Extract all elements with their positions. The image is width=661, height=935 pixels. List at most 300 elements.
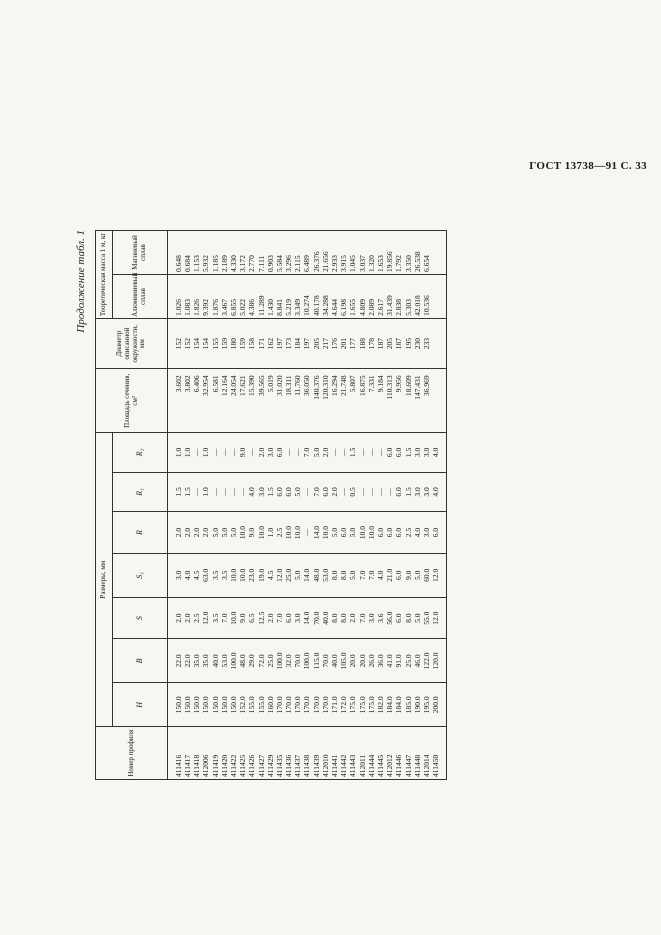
cell-r2: 3.0 <box>413 433 422 473</box>
cell-profile: 411429 <box>266 727 275 780</box>
table-row <box>202 231 211 780</box>
profile-table <box>95 230 447 780</box>
cell-s: 3.0 <box>367 597 376 639</box>
cell-r1: — <box>385 472 394 512</box>
cell-r1: — <box>358 472 367 512</box>
table-row <box>284 231 293 780</box>
cell-area: 12.164 <box>220 369 229 433</box>
col-header-s: S <box>113 597 168 639</box>
cell-s: 10.0 <box>229 597 238 639</box>
cell-aluminum: 6.198 <box>339 275 348 319</box>
cell-s: 6.0 <box>284 597 293 639</box>
cell-profile: 411441 <box>330 727 339 780</box>
col-header-h: H <box>113 683 168 727</box>
cell-s1: 4.5 <box>192 553 201 597</box>
cell-s1: 10.0 <box>229 553 238 597</box>
cell-diameter: 154 <box>202 318 211 369</box>
cell-diameter: 171 <box>257 318 266 369</box>
cell-r1: 3.0 <box>257 472 266 512</box>
cell-r1: 5.0 <box>293 472 302 512</box>
cell-b: 46.0 <box>413 639 422 683</box>
cell-r: 10.0 <box>257 512 266 554</box>
cell-s1: 25.0 <box>284 553 293 597</box>
cell-diameter: 184 <box>293 318 302 369</box>
table-row <box>413 231 422 780</box>
cell-r1: — <box>220 472 229 512</box>
cell-b: 100.0 <box>303 639 312 683</box>
cell-aluminum: 10.536 <box>422 275 431 319</box>
cell-aluminum: 5.219 <box>284 275 293 319</box>
table-row <box>275 231 284 780</box>
cell-r2: — <box>192 433 201 473</box>
cell-magnesium: 6.489 <box>303 231 312 275</box>
cell-h: 152.0 <box>238 683 247 727</box>
cell-profile: 411436 <box>284 727 293 780</box>
cell-r: 10.0 <box>293 512 302 554</box>
cell-diameter: 178 <box>367 318 376 369</box>
cell-r: 10.0 <box>358 512 367 554</box>
cell-aluminum: 1.430 <box>266 275 275 319</box>
cell-r2: 1.0 <box>202 433 211 473</box>
cell-magnesium: 0.648 <box>168 231 184 275</box>
cell-r1: 6.0 <box>284 472 293 512</box>
cell-r2: 7.0 <box>303 433 312 473</box>
cell-s1: 4.5 <box>266 553 275 597</box>
cell-profile: 411443 <box>349 727 358 780</box>
cell-b: 40.0 <box>211 639 220 683</box>
cell-r: 2.5 <box>275 512 284 554</box>
cell-magnesium: 21.656 <box>321 231 330 275</box>
cell-magnesium: 0.684 <box>183 231 192 275</box>
cell-magnesium: 1.153 <box>192 231 201 275</box>
cell-s1: 6.0 <box>395 553 404 597</box>
col-header-mass: Теоретическая масса 1 м, кг <box>96 231 113 319</box>
cell-diameter: 187 <box>376 318 385 369</box>
cell-h: 190.0 <box>413 683 422 727</box>
cell-area: 18.311 <box>284 369 293 433</box>
cell-magnesium: 2.770 <box>248 231 257 275</box>
cell-h: 172.0 <box>339 683 348 727</box>
cell-b: 100.0 <box>229 639 238 683</box>
cell-s1: 3.0 <box>168 553 184 597</box>
cell-profile: 411427 <box>257 727 266 780</box>
cell-diameter: 155 <box>211 318 220 369</box>
cell-s1: 12.0 <box>275 553 284 597</box>
cell-r1: 7.0 <box>312 472 321 512</box>
cell-s1: 7.0 <box>367 553 376 597</box>
cell-aluminum: 3.467 <box>220 275 229 319</box>
cell-profile: 411437 <box>293 727 302 780</box>
cell-r2: 9.0 <box>238 433 247 473</box>
cell-r2: 5.0 <box>312 433 321 473</box>
cell-diameter: 180 <box>229 318 238 369</box>
cell-h: 170.0 <box>312 683 321 727</box>
cell-profile: 411435 <box>275 727 284 780</box>
table-row <box>358 231 367 780</box>
cell-magnesium: 7.111 <box>257 231 266 275</box>
cell-r1: 3.0 <box>422 472 431 512</box>
cell-r1: — <box>339 472 348 512</box>
cell-area: 16.294 <box>330 369 339 433</box>
cell-r2: 2.0 <box>257 433 266 473</box>
cell-area: 5.019 <box>266 369 275 433</box>
cell-h: 150.0 <box>202 683 211 727</box>
cell-r1: — <box>367 472 376 512</box>
cell-s1: 9.0 <box>404 553 413 597</box>
cell-diameter: 158 <box>248 318 257 369</box>
cell-aluminum: 8.841 <box>275 275 284 319</box>
cell-b: 48.0 <box>238 639 247 683</box>
table-row <box>211 231 220 780</box>
cell-area: 9.956 <box>395 369 404 433</box>
cell-aluminum: 1.655 <box>349 275 358 319</box>
cell-r2: — <box>229 433 238 473</box>
cell-aluminum: 2.617 <box>376 275 385 319</box>
cell-r: 5.0 <box>211 512 220 554</box>
cell-r2: 2.0 <box>321 433 330 473</box>
cell-magnesium: 1.045 <box>349 231 358 275</box>
cell-magnesium: 5.584 <box>275 231 284 275</box>
cell-aluminum: 10.274 <box>303 275 312 319</box>
cell-r: 6.0 <box>376 512 385 554</box>
cell-r: 2.0 <box>192 512 201 554</box>
cell-r2: — <box>220 433 229 473</box>
cell-profile: 411450 <box>431 727 447 780</box>
cell-diameter: 230 <box>413 318 422 369</box>
cell-s1: 3.5 <box>220 553 229 597</box>
cell-h: 150.0 <box>229 683 238 727</box>
cell-diameter: 176 <box>330 318 339 369</box>
cell-area: 24.054 <box>229 369 238 433</box>
cell-r2: — <box>358 433 367 473</box>
cell-profile: 412012 <box>385 727 394 780</box>
cell-b: 25.0 <box>266 639 275 683</box>
cell-r: 1.0 <box>266 512 275 554</box>
cell-profile: 411420 <box>220 727 229 780</box>
cell-r1: — <box>229 472 238 512</box>
cell-r2: — <box>211 433 220 473</box>
cell-diameter: 173 <box>284 318 293 369</box>
cell-s1: 19.0 <box>257 553 266 597</box>
cell-magnesium: 5.932 <box>202 231 211 275</box>
cell-r2: 3.0 <box>266 433 275 473</box>
cell-r2: 1.0 <box>183 433 192 473</box>
cell-h: 200.0 <box>431 683 447 727</box>
cell-b: 32.0 <box>284 639 293 683</box>
cell-r1: 1.5 <box>168 472 184 512</box>
cell-r: 6.0 <box>385 512 394 554</box>
cell-s: 7.0 <box>358 597 367 639</box>
cell-magnesium: 26.538 <box>413 231 422 275</box>
col-header-area: Площадь сечения, см² <box>96 369 168 433</box>
cell-aluminum: 2.089 <box>367 275 376 319</box>
cell-h: 150.0 <box>183 683 192 727</box>
cell-s1: 48.0 <box>312 553 321 597</box>
cell-r2: 6.0 <box>385 433 394 473</box>
cell-area: 5.807 <box>349 369 358 433</box>
cell-r1: 4.0 <box>248 472 257 512</box>
cell-h: 170.0 <box>303 683 312 727</box>
cell-s: 2.0 <box>266 597 275 639</box>
col-header-profile: Номер профиля <box>96 727 168 780</box>
cell-h: 170.0 <box>275 683 284 727</box>
table-row <box>183 231 192 780</box>
cell-profile: 411444 <box>367 727 376 780</box>
cell-diameter: 217 <box>321 318 330 369</box>
cell-b: 20.0 <box>349 639 358 683</box>
cell-r1: — <box>376 472 385 512</box>
col-header-sizes: Размеры, мм <box>96 433 113 727</box>
cell-r1: — <box>303 472 312 512</box>
cell-diameter: 154 <box>192 318 201 369</box>
cell-aluminum <box>431 275 447 319</box>
cell-h: 195.0 <box>422 683 431 727</box>
cell-r2: — <box>339 433 348 473</box>
cell-h: 150.0 <box>168 683 184 727</box>
cell-r2: — <box>330 433 339 473</box>
table-row <box>349 231 358 780</box>
cell-h: 150.0 <box>192 683 201 727</box>
cell-b: 40.0 <box>330 639 339 683</box>
cell-diameter: 152 <box>183 318 192 369</box>
cell-h: 150.0 <box>211 683 220 727</box>
cell-area: 147.431 <box>413 369 422 433</box>
cell-r1: 1.0 <box>202 472 211 512</box>
cell-s1: 3.5 <box>211 553 220 597</box>
cell-s1: 60.0 <box>422 553 431 597</box>
cell-r: 2.0 <box>202 512 211 554</box>
table-body <box>168 231 447 780</box>
cell-area: 7.331 <box>367 369 376 433</box>
cell-magnesium: 1.653 <box>376 231 385 275</box>
cell-area: 3.602 <box>168 369 184 433</box>
cell-s: 12.0 <box>431 597 447 639</box>
cell-r: 6.0 <box>339 512 348 554</box>
cell-r: — <box>303 512 312 554</box>
cell-r1: 6.0 <box>395 472 404 512</box>
col-header-aluminum: Алюминиевый сплав <box>113 275 168 319</box>
cell-r2: 1.5 <box>404 433 413 473</box>
cell-magnesium: 2.115 <box>293 231 302 275</box>
cell-r2: 6.0 <box>395 433 404 473</box>
cell-h: 170.0 <box>284 683 293 727</box>
cell-profile: 411438 <box>303 727 312 780</box>
cell-area: 3.802 <box>183 369 192 433</box>
cell-h: 171.0 <box>330 683 339 727</box>
cell-area: 32.954 <box>202 369 211 433</box>
cell-profile: 411448 <box>413 727 422 780</box>
table-row <box>330 231 339 780</box>
cell-magnesium: 4.330 <box>229 231 238 275</box>
cell-b: 25.0 <box>404 639 413 683</box>
cell-aluminum: 4.644 <box>330 275 339 319</box>
cell-r: 5.0 <box>229 512 238 554</box>
cell-s: 40.0 <box>321 597 330 639</box>
cell-r: 2.0 <box>168 512 184 554</box>
cell-diameter: 233 <box>422 318 431 369</box>
cell-b: 105.0 <box>339 639 348 683</box>
cell-area: 110.313 <box>385 369 394 433</box>
cell-profile: 411447 <box>404 727 413 780</box>
cell-h: 155.0 <box>257 683 266 727</box>
cell-r: 2.0 <box>183 512 192 554</box>
cell-s: 56.0 <box>385 597 394 639</box>
table-row <box>168 231 184 780</box>
cell-h: 170.0 <box>321 683 330 727</box>
cell-s: 2.0 <box>349 597 358 639</box>
cell-s: 2.5 <box>192 597 201 639</box>
cell-s: 2.0 <box>168 597 184 639</box>
cell-s1: 7.0 <box>358 553 367 597</box>
table-row <box>303 231 312 780</box>
table-row <box>293 231 302 780</box>
cell-r1: 3.0 <box>413 472 422 512</box>
cell-b: 120.0 <box>431 639 447 683</box>
cell-s1: 5.0 <box>349 553 358 597</box>
cell-area: 18.609 <box>404 369 413 433</box>
cell-s: 7.0 <box>220 597 229 639</box>
cell-h: 184.0 <box>385 683 394 727</box>
cell-r1: 1.5 <box>183 472 192 512</box>
cell-diameter: 205 <box>312 318 321 369</box>
cell-area: 31.020 <box>275 369 284 433</box>
cell-b: 122.0 <box>422 639 431 683</box>
cell-profile: 411445 <box>376 727 385 780</box>
cell-profile: 411426 <box>248 727 257 780</box>
table-row <box>422 231 431 780</box>
cell-aluminum: 1.826 <box>192 275 201 319</box>
cell-s1: 4.0 <box>376 553 385 597</box>
cell-s1: 63.0 <box>202 553 211 597</box>
col-header-magnesium: Магниевый сплав <box>113 231 168 275</box>
cell-diameter: 162 <box>266 318 275 369</box>
cell-area: 11.760 <box>293 369 302 433</box>
cell-diameter: 159 <box>238 318 247 369</box>
cell-r1: 0.5 <box>349 472 358 512</box>
cell-s: 55.0 <box>422 597 431 639</box>
cell-b: 53.0 <box>220 639 229 683</box>
cell-s1: 5.0 <box>293 553 302 597</box>
cell-r: 5.0 <box>220 512 229 554</box>
cell-h: 184.0 <box>395 683 404 727</box>
cell-magnesium: 3.172 <box>238 231 247 275</box>
cell-r: 2.5 <box>404 512 413 554</box>
cell-h: 150.0 <box>220 683 229 727</box>
cell-area: 120.310 <box>321 369 330 433</box>
cell-s1: 23.0 <box>248 553 257 597</box>
col-header-r: R <box>113 512 168 554</box>
cell-aluminum: 1.026 <box>168 275 184 319</box>
cell-s: 9.0 <box>238 597 247 639</box>
cell-s: 6.0 <box>395 597 404 639</box>
table-row <box>339 231 348 780</box>
cell-magnesium: 3.350 <box>404 231 413 275</box>
table-row <box>404 231 413 780</box>
cell-aluminum: 9.392 <box>202 275 211 319</box>
cell-diameter: 177 <box>349 318 358 369</box>
col-header-diameter: Диаметр описанной окружности, мм <box>96 318 168 369</box>
cell-area: 17.621 <box>238 369 247 433</box>
cell-magnesium: 26.376 <box>312 231 321 275</box>
cell-b: 22.0 <box>183 639 192 683</box>
cell-r: 5.0 <box>349 512 358 554</box>
page-header: ГОСТ 13738—91 С. 33 <box>529 160 647 172</box>
cell-b: 26.0 <box>367 639 376 683</box>
cell-diameter: 159 <box>220 318 229 369</box>
cell-s1: 10.0 <box>238 553 247 597</box>
cell-r1: 1.5 <box>404 472 413 512</box>
cell-r: 10.0 <box>238 512 247 554</box>
table-row <box>431 231 447 780</box>
cell-r1: 2.0 <box>330 472 339 512</box>
cell-profile: 412011 <box>358 727 367 780</box>
cell-magnesium <box>431 231 447 275</box>
cell-profile: 411442 <box>339 727 348 780</box>
cell-aluminum: 5.022 <box>238 275 247 319</box>
cell-area: 140.376 <box>312 369 321 433</box>
cell-profile: 411446 <box>395 727 404 780</box>
table-row <box>220 231 229 780</box>
cell-s: 2.0 <box>183 597 192 639</box>
cell-aluminum: 11.289 <box>257 275 266 319</box>
cell-aluminum: 4.809 <box>358 275 367 319</box>
cell-b: 72.0 <box>257 639 266 683</box>
cell-b: 91.0 <box>395 639 404 683</box>
cell-diameter: 197 <box>303 318 312 369</box>
table-row <box>238 231 247 780</box>
cell-aluminum: 40.178 <box>312 275 321 319</box>
cell-r2: 4.0 <box>431 433 447 473</box>
cell-s1: 8.0 <box>330 553 339 597</box>
cell-r: 10.0 <box>321 512 330 554</box>
cell-r2: — <box>367 433 376 473</box>
cell-magnesium: 1.185 <box>211 231 220 275</box>
cell-r2: — <box>248 433 257 473</box>
cell-b: 70.0 <box>293 639 302 683</box>
cell-r: 4.0 <box>413 512 422 554</box>
cell-diameter: 152 <box>168 318 184 369</box>
cell-r2: — <box>293 433 302 473</box>
cell-s: 3.6 <box>376 597 385 639</box>
cell-diameter: 188 <box>358 318 367 369</box>
cell-h: 160.0 <box>266 683 275 727</box>
col-header-r1: R₁ <box>113 472 168 512</box>
cell-magnesium: 2.189 <box>220 231 229 275</box>
cell-r1: 6.0 <box>321 472 330 512</box>
cell-r1: 1.5 <box>266 472 275 512</box>
cell-r: 9.0 <box>248 512 257 554</box>
cell-r: 10.0 <box>284 512 293 554</box>
cell-profile: 411439 <box>312 727 321 780</box>
cell-r2: 6.0 <box>275 433 284 473</box>
cell-area: 6.581 <box>211 369 220 433</box>
cell-h: 175.0 <box>349 683 358 727</box>
cell-aluminum: 6.855 <box>229 275 238 319</box>
cell-magnesium: 3.915 <box>339 231 348 275</box>
table-row <box>395 231 404 780</box>
cell-h: 170.0 <box>293 683 302 727</box>
table-row <box>192 231 201 780</box>
rotated-table-sheet <box>71 230 466 780</box>
cell-profile: 412014 <box>422 727 431 780</box>
cell-area: 9.184 <box>376 369 385 433</box>
cell-magnesium: 6.654 <box>422 231 431 275</box>
cell-b: 100.0 <box>275 639 284 683</box>
cell-r2: — <box>376 433 385 473</box>
cell-magnesium: 19.856 <box>385 231 394 275</box>
col-header-r2: R₂ <box>113 433 168 473</box>
cell-area: 39.565 <box>257 369 266 433</box>
